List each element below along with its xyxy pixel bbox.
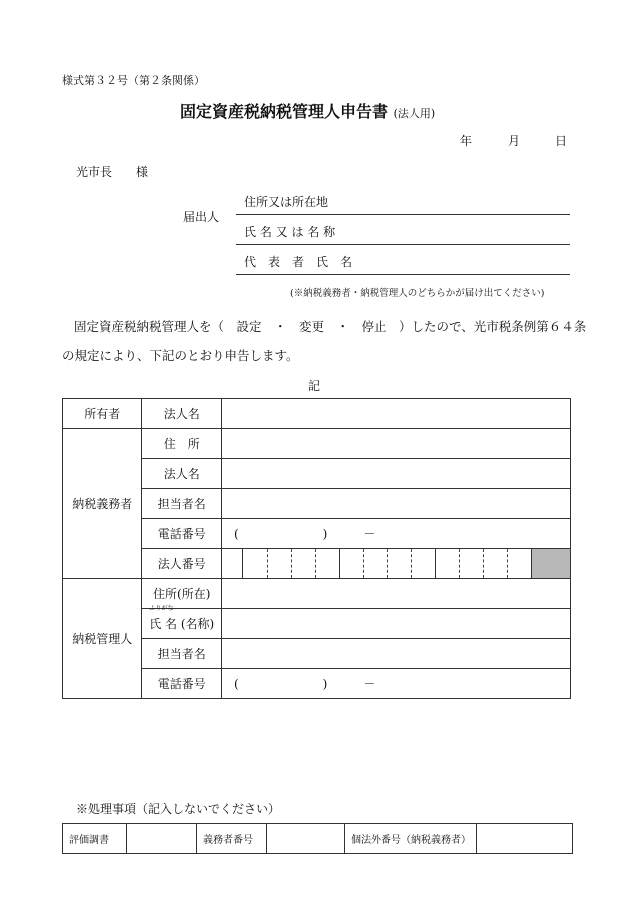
note-text: (※納税義務者・納税管理人のどちらかが届け出てください) [290,288,545,299]
taxpayer-contact-label: 担当者名 [142,489,222,519]
taxpayer-contact-field[interactable] [222,489,571,519]
applicant-address-line [236,214,570,215]
manager-address-row [63,579,571,609]
manager-label: 納税管理人 [63,579,142,699]
body-line-1: 固定資産税納税管理人を（ 設定 ・ 変更 ・ 停止 ）したので、光市税条例第６４条 [74,319,587,334]
owner-name-label: 法人名 [142,399,222,429]
obligor-num-field[interactable] [267,824,345,854]
main-table [62,398,571,699]
owner-label: 所有者 [63,399,142,429]
obligor-num-label: 義務者番号 [197,824,267,854]
taxpayer-corpnum-label: 法人番号 [142,549,222,579]
taxpayer-address-row [63,429,571,459]
taxpayer-corp-field[interactable] [222,459,571,489]
taxpayer-corp-label: 法人名 [142,459,222,489]
date-day: 日 [555,134,568,148]
addressee: 光市長 様 [76,165,149,179]
applicant-rep-label: 代 表 者 氏 名 [244,255,353,269]
applicant-label: 届出人 [183,210,220,224]
corp-number-boxes[interactable] [222,549,571,579]
body-line-2: の規定により、下記のとおり申告します。 [62,348,299,363]
owner-row [63,399,571,429]
form-number: 様式第３２号（第２条関係） [62,74,205,87]
applicant-address-label: 住所又は所在地 [244,195,329,209]
title-text: 固定資産税納税管理人申告書 [180,102,389,121]
date-year: 年 [460,134,473,148]
owner-name-field[interactable] [222,399,571,429]
applicant-name-line [236,244,570,245]
taxpayer-address-field[interactable] [222,429,571,459]
manager-contact-field[interactable] [222,639,571,669]
manager-name-text: 氏 名 (名称) [149,617,215,631]
other-num-field[interactable] [477,824,573,854]
manager-name-field[interactable] [222,609,571,639]
applicant-name-label: 氏 名 又 は 名 称 [244,225,336,239]
manager-phone-label: 電話番号 [142,669,222,699]
other-num-label: 個法外番号（納税義務者） [345,824,477,854]
processing-table [62,823,573,854]
manager-phone-field[interactable]: ( ) － [222,669,571,699]
taxpayer-address-label: 住 所 [142,429,222,459]
taxpayer-phone-label: 電話番号 [142,519,222,549]
page-title [180,99,435,122]
eval-field[interactable] [127,824,197,854]
title-suffix: (法人用) [393,107,436,120]
processing-title: ※処理事項（記入しないでください） [76,802,281,816]
taxpayer-phone-field[interactable]: ( ) － [222,519,571,549]
manager-address-label: 住所(所在) [142,579,222,609]
date-month: 月 [508,134,521,148]
ki-label: 記 [308,379,321,393]
eval-label: 評価調書 [63,824,127,854]
manager-contact-label: 担当者名 [142,639,222,669]
taxpayer-label: 納税義務者 [63,429,142,579]
applicant-rep-line [236,274,570,275]
manager-address-field[interactable] [222,579,571,609]
processing-row [63,824,573,854]
manager-name-label [142,605,222,639]
furigana-label: ふりがな [149,605,174,612]
